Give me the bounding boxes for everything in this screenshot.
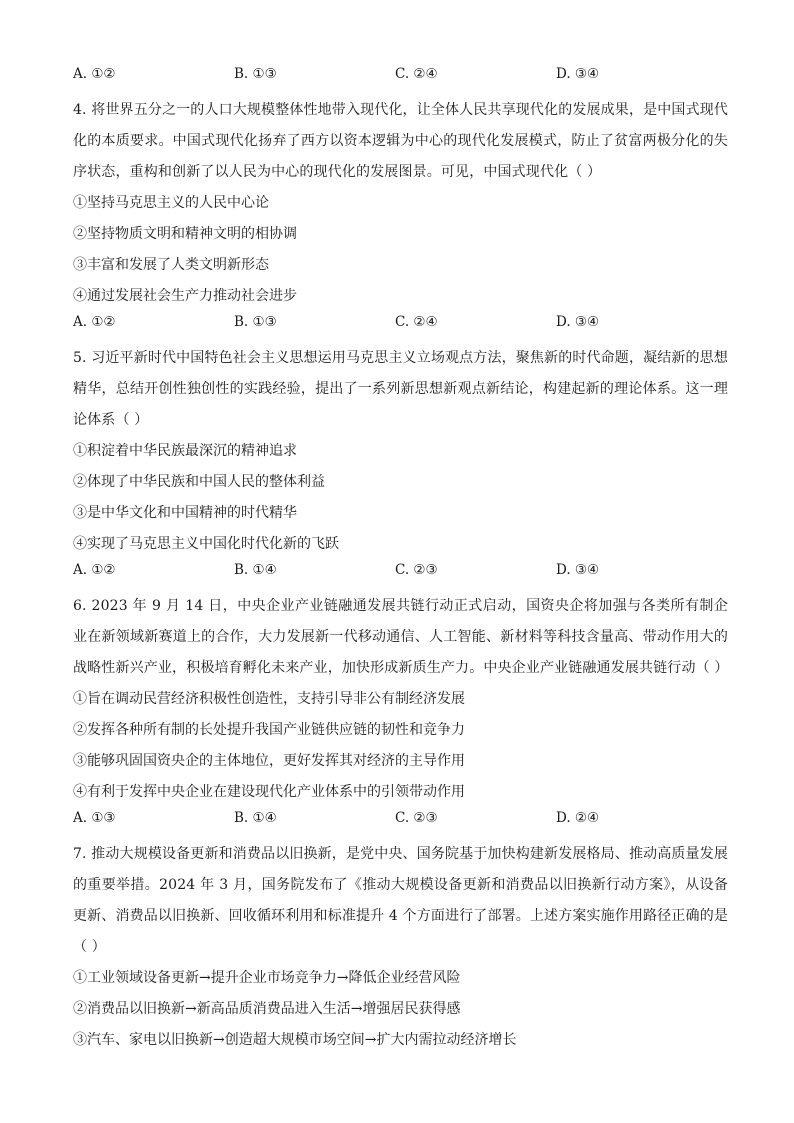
q7-item-2: ②消费品以旧换新→新高品质消费品进入生活→增强居民获得感 <box>73 1001 461 1017</box>
q6-item-3: ③能够巩固国资央企的主体地位，更好发挥其对经济的主导作用 <box>73 753 465 769</box>
q4-item-1: ①坚持马克思主义的人民中心论 <box>73 195 269 211</box>
q4-item-3: ③丰富和发展了人类文明新形态 <box>73 257 269 273</box>
q7-stem: 7. 推动大规模设备更新和消费品以旧换新，是党中央、国务院基于加快构建新发展格局、推动高质量发展的重要举措。2024 年 3 月，国务院发布了《推动大规模设备更新和消费品以旧换新行动方案》，从设备更新、消费品以旧换新、回收循环利用和标准提升 4 个方面进行了部署。上述方案实施作用路径正确的是（ ） <box>73 846 729 955</box>
q6-item-2: ②发挥各种所有制的长处提升我国产业链供应链的韧性和竞争力 <box>73 722 465 738</box>
q3-option-d: D. ③④ <box>556 66 600 82</box>
question-5 <box>73 343 728 580</box>
question-4 <box>73 95 728 332</box>
q5-stem: 5. 习近平新时代中国特色社会主义思想运用马克思主义立场观点方法，聚焦新的时代命题，凝结新的思想精华，总结开创性独创性的实践经验，提出了一系列新思想新观点新结论，构建起新的理论体系。这一理论体系（ ） <box>73 350 729 428</box>
question-6 <box>73 591 728 828</box>
q6-item-1: ①旨在调动民营经济积极性创造性，支持引导非公有制经济发展 <box>73 691 465 707</box>
q4-item-2: ②坚持物质文明和精神文明的相协调 <box>73 226 297 242</box>
q7-item-3: ③汽车、家电以旧换新→创造超大规模市场空间→扩大内需拉动经济增长 <box>73 1032 517 1048</box>
q5-option-c: C. ②③ <box>395 562 438 578</box>
q4-option-d: D. ③④ <box>556 314 600 330</box>
q5-item-4: ④实现了马克思主义中国化时代化新的飞跃 <box>73 536 339 552</box>
q6-option-d: D. ②④ <box>556 810 600 826</box>
q6-stem: 6. 2023 年 9 月 14 日，中央企业产业链融通发展共链行动正式启动，国资央企将加强与各类所有制企业在新领域新赛道上的合作，大力发展新一代移动通信、人工智能、新材料等科技含量高、带动作用大的战略性新兴产业，积极培育孵化未来产业，加快形成新质生产力。中央企业产业链融通发展共链行动（ ） <box>73 598 729 676</box>
q6-option-a: A. ①③ <box>73 810 116 826</box>
q3-option-c: C. ②④ <box>395 66 438 82</box>
q5-item-2: ②体现了中华民族和中国人民的整体利益 <box>73 474 325 490</box>
q5-option-d: D. ③④ <box>556 562 600 578</box>
q6-option-b: B. ①④ <box>234 810 277 826</box>
q5-item-1: ①积淀着中华民族最深沉的精神追求 <box>73 443 297 459</box>
question-7 <box>73 839 728 1056</box>
q4-item-4: ④通过发展社会生产力推动社会进步 <box>73 288 297 304</box>
q3-options <box>73 64 728 84</box>
q5-options <box>73 560 728 580</box>
q6-item-4: ④有利于发挥中央企业在建设现代化产业体系中的引领带动作用 <box>73 784 465 800</box>
q6-options <box>73 808 728 828</box>
q5-item-3: ③是中华文化和中国精神的时代精华 <box>73 505 297 521</box>
q4-options <box>73 312 728 332</box>
q3-option-b: B. ①③ <box>234 66 277 82</box>
q3-option-a: A. ①② <box>73 66 116 82</box>
exam-page <box>73 64 728 1056</box>
q6-option-c: C. ②③ <box>395 810 438 826</box>
q7-item-1: ①工业领域设备更新→提升企业市场竞争力→降低企业经营风险 <box>73 970 461 986</box>
q5-option-b: B. ①④ <box>234 562 277 578</box>
q5-option-a: A. ①② <box>73 562 116 578</box>
q4-stem: 4. 将世界五分之一的人口大规模整体性地带入现代化，让全体人民共享现代化的发展成果，是中国式现代化的本质要求。中国式现代化扬弃了西方以资本逻辑为中心的现代化发展模式，防止了贫富两极分化的失序状态，重构和创新了以人民为中心的现代化的发展图景。可见，中国式现代化（ ） <box>73 102 729 180</box>
q4-option-a: A. ①② <box>73 314 116 330</box>
q4-option-b: B. ①③ <box>234 314 277 330</box>
q4-option-c: C. ②④ <box>395 314 438 330</box>
